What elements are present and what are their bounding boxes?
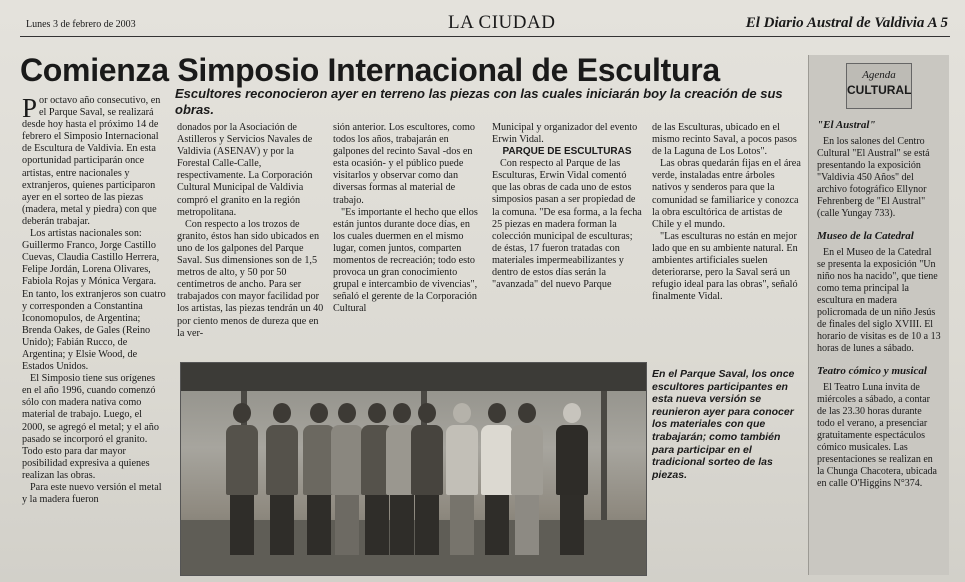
agenda-logo xyxy=(846,63,912,109)
agenda-item-heading: "El Austral" xyxy=(817,119,876,131)
paragraph: "Es importante el hecho que ellos están juntos durante doce días, en los cuales duermen en el mismo lugar, comen juntos, comparten momentos de recreación; todo esto provoca un gran conocimiento grupal e intercambio de vivencias", señaló el gerente de la Corporación Cultural xyxy=(333,206,478,315)
section-name: LA CIUDAD xyxy=(448,12,556,33)
paragraph: donados por la Asociación de Astilleros y Servicios Navales de Valdivia (ASENAV) y por la Forestal Calle-Calle, respectivamente. La Corporación Cultural Municipal de Valdivia compró el granito en la región metropolitana. xyxy=(177,122,313,218)
issue-date: Lunes 3 de febrero de 2003 xyxy=(26,19,136,30)
paragraph: de las Esculturas, ubicado en el mismo recinto Saval, a pocos pasos de la Laguna de Los Lotos". xyxy=(652,122,797,158)
person-figure xyxy=(331,403,363,555)
agenda-item-heading: Museo de la Catedral xyxy=(817,230,914,242)
paragraph: Las obras quedarán fijas en el área verde, instaladas entre árboles nativos y senderos para que la comunidad se familiarice y conozca la obra escultórica de artistas de Chile y el mundo. xyxy=(652,158,801,230)
person-figure xyxy=(226,403,258,555)
drop-cap: P xyxy=(22,95,38,123)
subheadline: Escultores reconocieron ayer en terreno las piezas con las cuales iniciarán boy la creación de sus obras. xyxy=(175,86,783,117)
agenda-label: Agenda xyxy=(862,69,896,81)
paragraph: Los artistas nacionales son: Guillermo Franco, Jorge Castillo Cuevas, Claudia Castillo Herrera, Felipe Jordán, Lorena Olivares, Fabiola Rojas y Mónica Vergara. En tanto, los extranjeros son cuatro y corresponden a Constantina Iconomopulos, de Argentina; Brenda Oakes, de Gales (Reino Unido); Fabián Rucco, de Argentina; y Elsie Wood, de Estados Unidos. xyxy=(22,228,166,373)
paragraph: Municipal y organizador del evento Erwin Vidal. xyxy=(492,122,638,146)
paragraph: Para este nuevo versión el metal y la madera fueron xyxy=(22,482,162,506)
paragraph: El Simposio tiene sus orígenes en el año 1996, cuando comenzó sólo con madera nativa como material de trabajo. Luego, el 2000, se agregó el metal; y el año pasado se incorporó el granito. Todo esto para dar mayor posibilidad expresiva a quienes realizan las obras. xyxy=(22,373,159,481)
agenda-item-text: En el Museo de la Catedral se presenta la exposición "Un niño nos ha nacido", que tiene como tema principal la escultura en madera policromada de un niño Jesús de finales del siglo XVIII. El horario de visitas es de 10 a 13 horas de lunes a sábado. xyxy=(817,247,941,354)
agenda-item-text: En los salones del Centro Cultural "El Austral" se está presentando la exposición "Valdivia 450 Años" del archivo fotográfico Ellynor Fehrenberg de "El Austral" (calle Yungay 733). xyxy=(817,136,930,219)
article-column-2 xyxy=(177,122,325,358)
shed-beam xyxy=(601,391,607,531)
person-figure xyxy=(511,403,543,555)
paragraph: Con respecto al Parque de las Esculturas, Erwin Vidal comentó que las obras de cada uno de estos simposios pasan a ser propiedad de la comuna. "De esa forma, a la fecha 25 piezas en madera forman la colección municipal de esculturas; de éstas, 17 fueron tratadas con materiales impermeabilizantes y dentro de estos días serán la "avanzada" del nuevo Parque xyxy=(492,158,642,291)
article-column-4 xyxy=(492,122,642,358)
agenda-item-text: El Teatro Luna invita de miércoles a sábado, a contar de las 23.30 horas durante todo el verano, a presenciar gratuitamente espectáculos cómico musicales. Las presentaciones se realizan en la Chunga Chacotera, ubicada en calle O'Higgins N°374. xyxy=(817,382,937,489)
paragraph: "Las esculturas no están en mejor lado que en su ambiente natural. En ambientes artificiales suelen deteriorarse, pero la Saval será un refugio ideal para las obras", señaló finalmente Vidal. xyxy=(652,230,798,303)
paragraph: or octavo año consecutivo, en el Parque Saval, se realizará desde hoy hasta el próximo 14 de febrero el Simposio Internacional de Escultura de Valdivia. En esta oportunidad participarán once artistas, entre nacionales y extranjeros, quienes participaron ayer en el sorteo de las piezas (madera, metal y piedra) con que deberán trabajar. xyxy=(22,95,161,227)
article-column-5 xyxy=(652,122,802,358)
agenda-item-heading: Teatro cómico y musical xyxy=(817,365,927,377)
person-figure xyxy=(446,403,478,555)
photo-caption: En el Parque Saval, los once escultores participantes en esta nueva versión se reunieron ayer para conocer los materiales con que trabajarán; como también para participar en el tradicional sorteo de las piezas. xyxy=(652,368,795,481)
person-figure xyxy=(481,403,513,555)
shed-roof xyxy=(181,363,646,391)
article-column-1 xyxy=(22,95,167,577)
cultural-label: CULTURAL xyxy=(847,83,912,97)
article-column-3 xyxy=(333,122,483,358)
page-header xyxy=(20,12,950,37)
group-photo xyxy=(180,362,647,576)
agenda-sidebar xyxy=(808,55,949,575)
paragraph: sión anterior. Los escultores, como todos los años, trabajarán en galpones del recinto Saval -dos en esta ocasión- y el público puede visitarlos y observar como dan diversas formas al material de trabajo. xyxy=(333,122,476,206)
section-subhead: PARQUE DE ESCULTURAS xyxy=(502,146,632,158)
headline: Comienza Simposio Internacional de Escultura xyxy=(20,52,720,88)
newspaper-name: El Diario Austral de Valdivia A 5 xyxy=(745,15,948,31)
person-figure xyxy=(556,403,588,555)
person-figure xyxy=(266,403,298,555)
person-figure xyxy=(411,403,443,555)
paragraph: Con respecto a los trozos de granito, éstos han sido ubicados en uno de los galpones del Parque Saval. Sus dimensiones son de 1,5 metros de alto, y 50 por 50 centímetros de ancho. Para ser trabajados con mayor facilidad por los artistas, las piezas tendrán un 40 por ciento menos de dureza que en la ver- xyxy=(177,218,324,339)
